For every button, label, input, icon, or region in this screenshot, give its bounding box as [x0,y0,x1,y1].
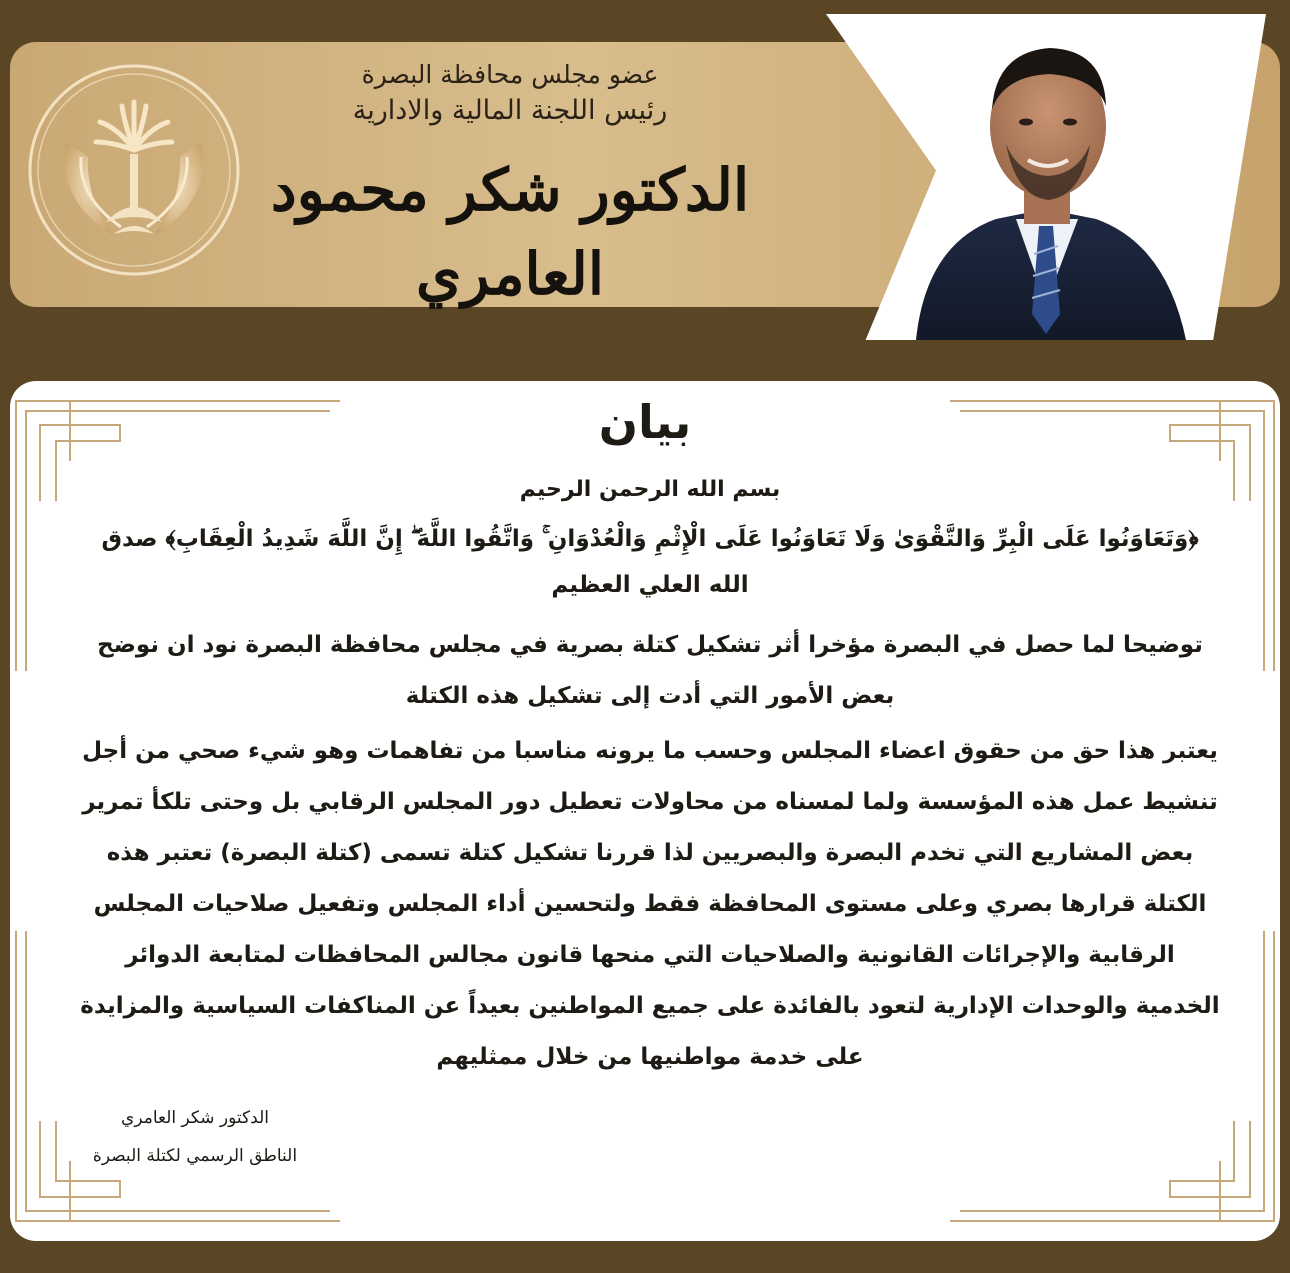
member-title: عضو مجلس محافظة البصرة [361,60,659,89]
signature-name: الدكتور شكر العامري [121,1108,269,1128]
committee-title: رئيس اللجنة المالية والادارية [352,95,668,126]
paragraph-intro: توضيحا لما حصل في البصرة مؤخرا أثر تشكيل كتلة بصرية في مجلس محافظة البصرة نود ان نوضح بعض الأمور التي أدت إلى تشكيل هذه الكتلة [97,632,1203,709]
statement-card [10,381,1280,1241]
basmala: بسم الله الرحمن الرحيم [519,477,781,502]
header-titles [260,58,760,316]
statement-body [80,477,1220,1087]
quran-verse: ﴿وَتَعَاوَنُوا عَلَى الْبِرِّ وَالتَّقْوَىٰ وَلَا تَعَاوَنُوا عَلَى الْإِثْمِ وَالْعُدْوَانِ ۚ وَاتَّقُوا اللَّهَ ۖ إِنَّ اللَّهَ شَدِيدُ الْعِقَابِ﴾ صدق الله العلي العظيم [101,526,1199,598]
signature-role: الناطق الرسمي لكتلة البصرة [92,1146,298,1166]
signature-block [70,1099,320,1175]
paragraph-main: يعتبر هذا حق من حقوق اعضاء المجلس وحسب ما يرونه مناسبا من تفاهمات وهو شيء صحي من أجل تنشيط عمل هذه المؤسسة ولما لمسناه من محاولات تعطيل دور المجلس الرقابي بل وحتى تلكأ تمرير بعض المشاريع التي تخدم البصرة والبصريين لذا قررنا تشكيل كتلة تسمى (كتلة البصرة) تعتبر هذه الكتلة قرارها بصري وعلى مستوى المحافظة فقط ولتحسين أداء المجلس وتفعيل صلاحيات المجلس الرقابية والإجرائات القانونية والصلاحيات التي منحها قانون مجالس المحافظات لمتابعة الدوائر الخدمية والوحدات الإدارية لتعود بالفائدة على جميع المواطنين بعيداً عن المناكفات السياسية والمزايدة على خدمة مواطنيها من خلال ممثليهم [80,738,1220,1070]
name-calligraphy: الدكتور شكر محمود العامري [270,156,750,308]
statement-title: بيان [598,395,692,449]
palm-tree-emblem-icon [26,62,242,278]
